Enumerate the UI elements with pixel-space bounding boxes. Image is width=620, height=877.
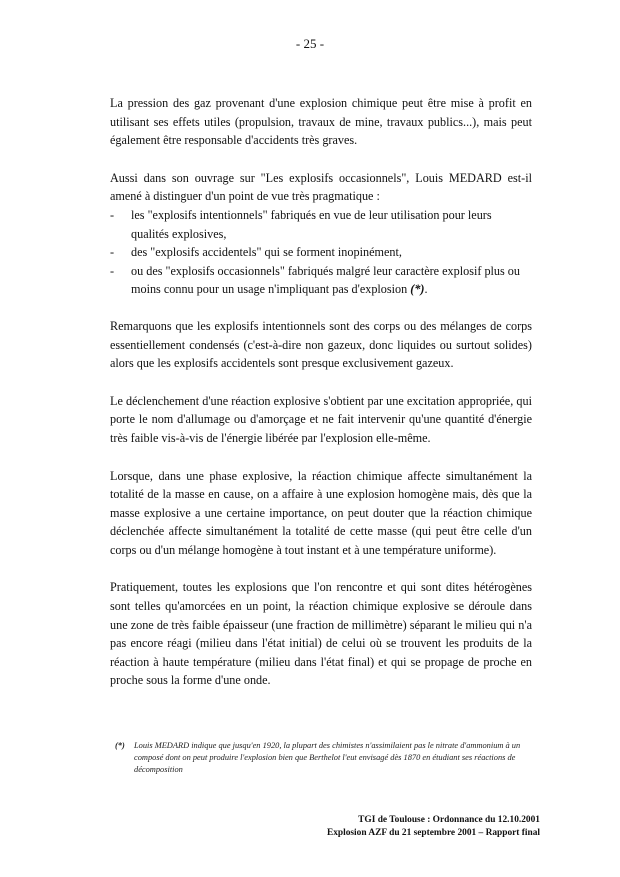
- list-item: [110, 243, 532, 262]
- footer-line-2: Explosion AZF du 21 septembre 2001 – Rapport final: [326, 828, 540, 838]
- paragraph-5: Lorsque, dans une phase explosive, la réaction chimique affecte simultanément la totalité de la masse en cause, on a affaire à une explosion homogène mais, dès que la masse explosive a une certaine importance, on peut douter que la réaction chimique déclenchée affecte simultanément la totalité de cette masse (qui peut être celle d'un corps ou d'un mélange homogène à tout instant et à une température uniforme).: [110, 468, 532, 557]
- list-item-end: .: [424, 282, 428, 297]
- paragraph-6: Pratiquement, toutes les explosions que l'on rencontre et qui sont dites hétérogènes sont telles qu'amorcées en un point, la réaction chimique explosive se déroule dans une zone de très faible épaisseur (une fraction de millimètre) séparant le milieu qui n'a pas encore réagi (milieu dans l'état initial) de celui où se trouvent les produits de la réaction à haute température (milieu dans l'état final) et qui se propage de proche en proche sous la forme d'une onde.: [110, 580, 532, 688]
- paragraph-3: Remarquons que les explosifs intentionnels sont des corps ou des mélanges de corps essentiellement condensés (c'est-à-dire non gazeux, donc liquides ou surtout solides) alors que les explosifs accidentels sont presque exclusivement gazeux.: [110, 318, 532, 371]
- footnote-reference[interactable]: (*): [410, 282, 425, 297]
- footnote-text: Louis MEDARD indique que jusqu'en 1920, la plupart des chimistes n'assimilaient pas le nitrate d'ammonium à un composé dont on peut produire l'explosion bien que Berthelot l'eut envisagé dès 1870 en étudiant ses réactions de décomposition: [134, 741, 521, 774]
- footnote: [115, 740, 535, 776]
- list-bullet: -: [110, 245, 115, 260]
- document-body: [110, 94, 532, 709]
- list-item-text: ou des "explosifs occasionnels" fabriqués malgré leur caractère explosif plus ou moins connu pour un usage n'impliquant pas d'explosion: [131, 263, 520, 297]
- paragraph-1: La pression des gaz provenant d'une explosion chimique peut être mise à profit en utilisant ses effets utiles (propulsion, travaux de mine, travaux publics...), mais peut également être responsable d'accidents très graves.: [110, 96, 532, 148]
- list-item: [110, 262, 532, 299]
- list-item-text: les "explosifs intentionnels" fabriqués en vue de leur utilisation pour leurs qualités explosives,: [131, 207, 492, 241]
- list-item: [110, 206, 532, 243]
- footnote-mark: (*): [115, 741, 125, 750]
- list-bullet: -: [110, 207, 115, 222]
- page-number: - 25 -: [295, 36, 325, 51]
- footer-line-1: TGI de Toulouse : Ordonnance du 12.10.2001: [358, 815, 540, 825]
- paragraph-2-intro: Aussi dans son ouvrage sur "Les explosifs occasionnels", Louis MEDARD est-il amené à distinguer d'un point de vue très pragmatique :: [110, 170, 532, 204]
- list-bullet: -: [110, 263, 115, 278]
- explosives-list: [110, 206, 532, 299]
- footer: [327, 814, 540, 840]
- list-item-text: des "explosifs accidentels" qui se forment inopinément,: [131, 245, 402, 260]
- paragraph-4: Le déclenchement d'une réaction explosive s'obtient par une excitation appropriée, qui porte le nom d'allumage ou d'amorçage et ne fait intervenir qu'une quantité d'énergie très faible vis-à-vis de l'énergie libérée par l'explosion elle-même.: [110, 393, 532, 445]
